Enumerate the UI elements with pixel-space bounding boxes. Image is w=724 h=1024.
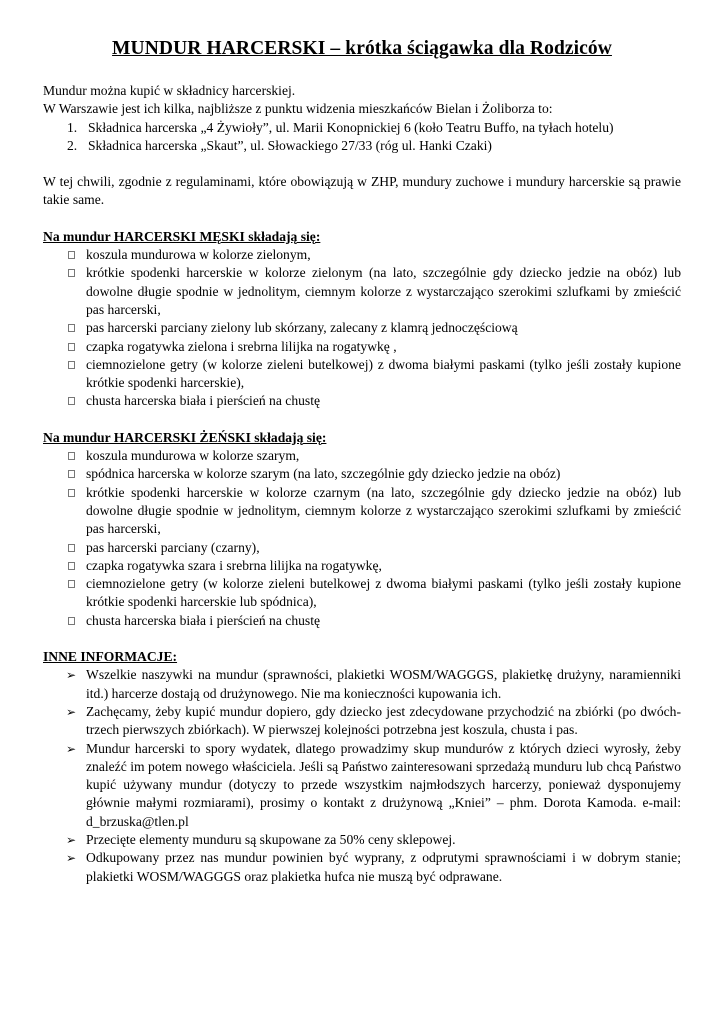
list-item: spódnica harcerska w kolorze szarym (na lato, szczególnie gdy dziecko jedzie na obóz) — [43, 465, 681, 483]
arrow-bullet-icon: ➢ — [66, 668, 77, 683]
list-item: pas harcerski parciany (czarny), — [43, 539, 681, 557]
checkbox-bullet-icon — [68, 489, 75, 497]
list-item: czapka rogatywka szara i srebrna lilijka na rogatywkę, — [43, 557, 681, 575]
arrow-bullet-icon: ➢ — [66, 851, 77, 866]
list-item: ciemnozielone getry (w kolorze zieleni butelkowej) z dwoma białymi paskami (tylko jeśli zostały kupione krótkie spodenki harcerskie), — [43, 356, 681, 393]
checkbox-bullet-icon — [68, 617, 75, 625]
store-list — [43, 119, 681, 156]
checkbox-bullet-icon — [68, 397, 75, 405]
list-item: chusta harcerska biała i pierścień na chustę — [43, 392, 681, 410]
document-title: MUNDUR HARCERSKI – krótka ściągawka dla Rodziców — [112, 38, 612, 59]
regulation-paragraph: W tej chwili, zgodnie z regulaminami, które obowiązują w ZHP, mundury zuchowe i mundury harcerskie są prawie takie same. — [43, 174, 681, 208]
store-number: 1. — [67, 119, 78, 135]
list-item: ➢ Mundur harcerski to spory wydatek, dlatego prowadzimy skup mundurów z których dzieci wyrosły, żeby znaleźć im potem nowego właściciela. Jeśli są Państwo zainteresowani sprzedażą munduru lub chcą Państwo kupić używany mundur (dotyczy to przede wszystkim najmłodszych harcerzy, ponieważ dysponujemy głównie małymi rozmiarami), prosimy o kontakt z drużynową „Kniei” – phm. Dorota Kamoda. e-mail: d_brzuska@tlen.pl — [66, 740, 681, 829]
checkbox-bullet-icon — [68, 562, 75, 570]
list-item: krótkie spodenki harcerskie w kolorze czarnym (na lato, szczególnie gdy dziecko jedzie na obóz) lub dowolne długie spodnie w jednolitym, ciemnym kolorze z wystarczająco szerokimi szlufkami by zmieścić pas harcerski, — [43, 484, 681, 539]
intro-line-2: W Warszawie jest ich kilka, najbliższe z punktu widzenia mieszkańców Bielan i Żoliborza to: — [43, 101, 553, 117]
list-item: chusta harcerska biała i pierścień na chustę — [43, 612, 681, 630]
store-text: Składnica harcerska „Skaut”, ul. Słowackiego 27/33 (róg ul. Hanki Czaki) — [88, 137, 492, 153]
store-item — [43, 137, 681, 155]
arrow-bullet-icon: ➢ — [66, 704, 77, 719]
checkbox-bullet-icon — [68, 251, 75, 259]
checkbox-bullet-icon — [68, 544, 75, 552]
store-item — [43, 119, 681, 137]
checkbox-bullet-icon — [68, 470, 75, 478]
checkbox-bullet-icon — [68, 269, 75, 277]
list-item: czapka rogatywka zielona i srebrna lilijka na rogatywkę , — [43, 338, 681, 356]
checkbox-bullet-icon — [68, 452, 75, 460]
list-item: ➢ Wszelkie naszywki na mundur (sprawności, plakietki WOSM/WAGGGS, plakietkę drużyny, naramienniki itd.) harcerze dostają od drużynowego. Nie ma konieczności kupowania ich. — [66, 667, 681, 701]
other-info-list — [43, 666, 681, 886]
list-item: ciemnozielone getry (w kolorze zieleni butelkowej z dwoma białymi paskami (tylko jeśli zostały kupione krótkie spodenki harcerskie lub spódnica), — [43, 575, 681, 612]
list-item: pas harcerski parciany zielony lub skórzany, zalecany z klamrą jednoczęściową — [43, 319, 681, 337]
arrow-bullet-icon: ➢ — [66, 741, 77, 756]
male-uniform-list — [43, 246, 681, 411]
store-text: Składnica harcerska „4 Żywioły”, ul. Marii Konopnickiej 6 (koło Teatru Buffo, na tyłach hotelu) — [88, 119, 614, 135]
male-uniform-heading: Na mundur HARCERSKI MĘSKI składają się: — [43, 228, 321, 244]
arrow-bullet-icon: ➢ — [66, 832, 77, 847]
checkbox-bullet-icon — [68, 324, 75, 332]
checkbox-bullet-icon — [68, 343, 75, 351]
list-item: ➢ Odkupowany przez nas mundur powinien być wyprany, z odprutymi sprawnościami i w dobrym stanie; plakietki WOSM/WAGGGS oraz plakietka hufca nie muszą być odprawane. — [66, 850, 681, 884]
checkbox-bullet-icon — [68, 580, 75, 588]
female-uniform-heading: Na mundur HARCERSKI ŻEŃSKI składają się: — [43, 429, 327, 445]
other-info-heading: INNE INFORMACJE: — [43, 649, 178, 665]
list-item: ➢ Przecięte elementy munduru są skupowane za 50% ceny sklepowej. — [43, 831, 681, 849]
list-item: koszula mundurowa w kolorze szarym, — [43, 447, 681, 465]
female-uniform-list — [43, 447, 681, 630]
list-item: krótkie spodenki harcerskie w kolorze zielonym (na lato, szczególnie gdy dziecko jedzie na obóz) lub dowolne długie spodnie w jednolitym, ciemnym kolorze z wystarczająco szerokimi szlufkami by zmieścić pas harcerski, — [43, 264, 681, 319]
intro-line-1: Mundur można kupić w składnicy harcerskiej. — [43, 83, 296, 98]
list-item: ➢ Zachęcamy, żeby kupić mundur dopiero, gdy dziecko jest zdecydowane przychodzić na zbiórki (po dwóch-trzech pierwszych zbiórkach). W pierwszej kolejności potrzebna jest koszula, chusta i pas. — [66, 703, 681, 738]
store-number: 2. — [67, 137, 78, 153]
list-item: koszula mundurowa w kolorze zielonym, — [43, 246, 681, 264]
checkbox-bullet-icon — [68, 361, 75, 369]
